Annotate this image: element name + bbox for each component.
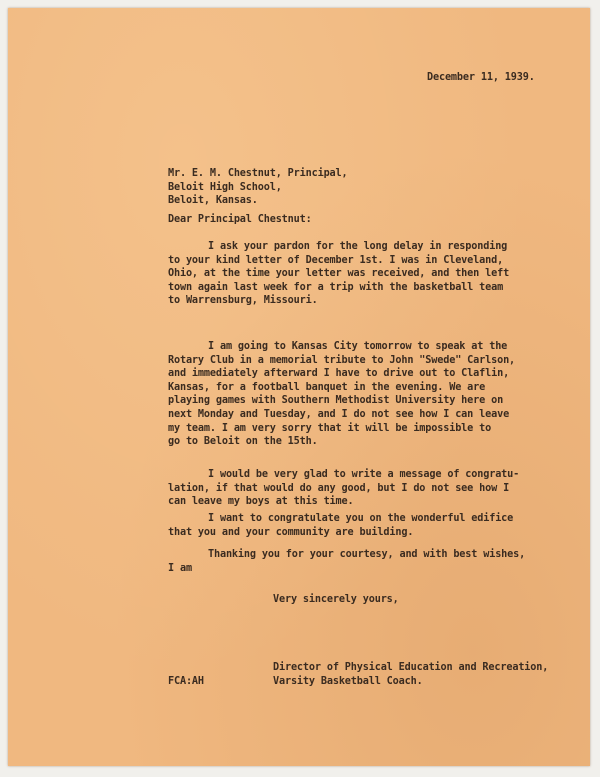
paragraph-line: lation, if that would do any good, but I do not see how I bbox=[168, 482, 510, 494]
address-line: Mr. E. M. Chestnut, Principal, bbox=[168, 168, 348, 179]
reference-initials: FCA:AH bbox=[168, 676, 204, 687]
paragraph-line: to your kind letter of December 1st. I was in Cleveland, bbox=[168, 254, 504, 266]
paragraph-line: I ask your pardon for the long delay in responding bbox=[208, 241, 508, 252]
inside-address bbox=[168, 167, 348, 208]
title-line: Director of Physical Education and Recreation, bbox=[273, 662, 549, 673]
paragraph-line: can leave my boys at this time. bbox=[168, 496, 354, 508]
paragraph-line: town again last week for a trip with the basketball team bbox=[168, 281, 504, 293]
paragraph-line: I am bbox=[168, 562, 192, 574]
paragraph-line: Ohio, at the time your letter was received, and then left bbox=[168, 268, 510, 280]
paragraph-line: Kansas, for a football banquet in the evening. We are bbox=[168, 381, 486, 393]
body-paragraph-4 bbox=[168, 512, 513, 539]
paragraph-line: I would be very glad to write a message of congratu- bbox=[208, 469, 520, 480]
paragraph-line: next Monday and Tuesday, and I do not see how I can leave bbox=[168, 408, 510, 420]
body-paragraph-3 bbox=[168, 468, 519, 509]
body-paragraph-1 bbox=[168, 240, 509, 308]
paragraph-line: Thanking you for your courtesy, and with best wishes, bbox=[208, 549, 526, 560]
paragraph-line: my team. I am very sorry that it will be impossible to bbox=[168, 422, 492, 434]
paragraph-line: and immediately afterward I have to drive out to Claflin, bbox=[168, 368, 510, 380]
letter-date: December 11, 1939. bbox=[427, 72, 535, 83]
paragraph-line: I am going to Kansas City tomorrow to speak at the bbox=[208, 341, 508, 352]
letter-page bbox=[8, 8, 590, 766]
paragraph-line: playing games with Southern Methodist University here on bbox=[168, 395, 504, 407]
complimentary-close: Very sincerely yours, bbox=[273, 594, 399, 605]
title-line: Varsity Basketball Coach. bbox=[273, 675, 423, 687]
body-paragraph-5 bbox=[168, 548, 525, 575]
address-line: Beloit High School, bbox=[168, 181, 282, 193]
paragraph-line: Rotary Club in a memorial tribute to John "Swede" Carlson, bbox=[168, 354, 516, 366]
salutation: Dear Principal Chestnut: bbox=[168, 214, 312, 225]
paragraph-line: go to Beloit on the 15th. bbox=[168, 436, 318, 448]
paragraph-line: that you and your community are building. bbox=[168, 526, 414, 538]
address-line: Beloit, Kansas. bbox=[168, 195, 258, 207]
body-paragraph-2 bbox=[168, 340, 515, 449]
paragraph-line: to Warrensburg, Missouri. bbox=[168, 295, 318, 307]
signature-title bbox=[273, 661, 548, 688]
paragraph-line: I want to congratulate you on the wonderful edifice bbox=[208, 513, 514, 524]
